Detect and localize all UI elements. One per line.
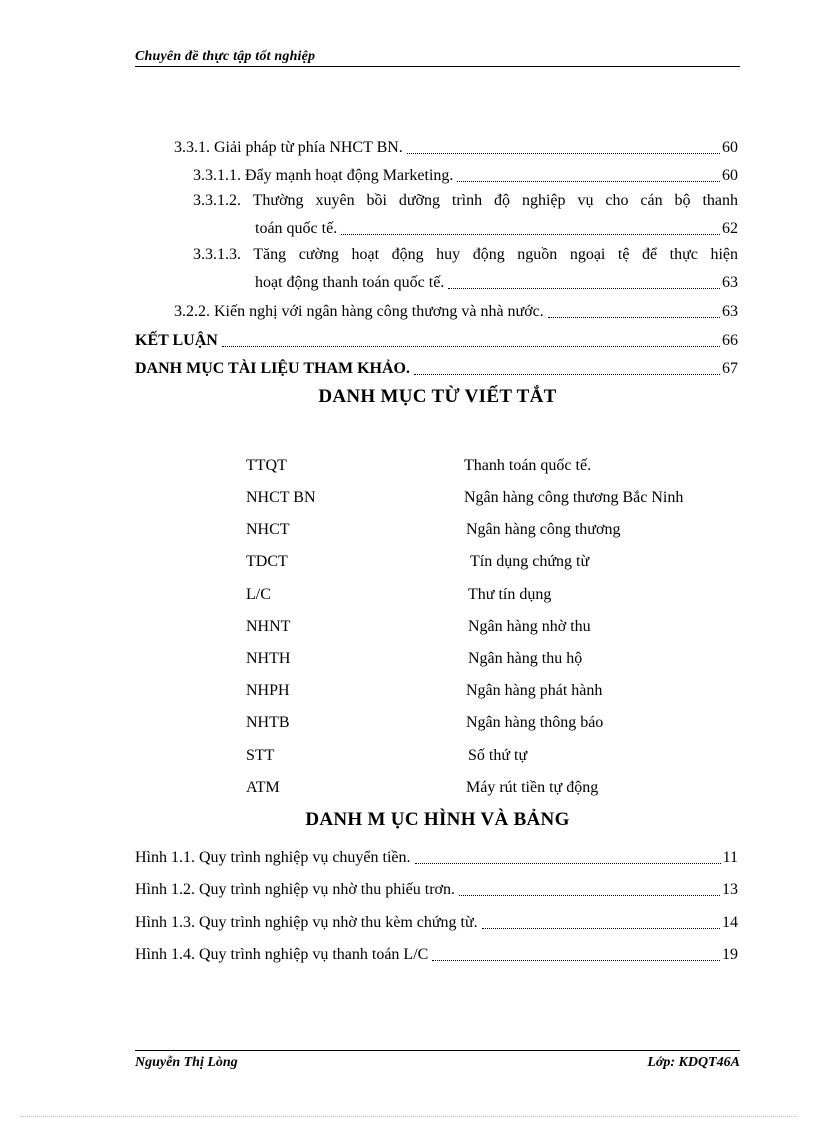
toc-entry-text: hoạt động thanh toán quốc tế. — [255, 274, 445, 291]
toc-page-number: 60 — [722, 167, 738, 184]
toc-entry — [193, 166, 738, 186]
footer-rule — [135, 1050, 740, 1051]
toc-entry-text: DANH MỤC TÀI LIỆU THAM KHẢO. — [135, 360, 410, 377]
abbr-term: TTQT — [246, 457, 287, 474]
figure-entry — [135, 880, 738, 900]
toc-page-number: 60 — [722, 139, 738, 156]
abbr-meaning: Ngân hàng nhờ thu — [468, 618, 591, 635]
abbr-term: ATM — [246, 779, 280, 796]
toc-entry — [135, 359, 738, 379]
toc-entry — [255, 219, 738, 239]
abbr-term: NHTB — [246, 714, 290, 731]
toc-page-number: 63 — [722, 274, 738, 291]
toc-leader — [414, 374, 720, 375]
page-bottom-border — [20, 1116, 796, 1117]
abbr-term: NHPH — [246, 682, 290, 699]
abbr-meaning: Thanh toán quốc tế. — [464, 457, 592, 474]
toc-entry — [255, 273, 738, 293]
toc-page-number: 62 — [722, 220, 738, 237]
figure-page-number: 19 — [722, 946, 738, 963]
toc-leader — [341, 234, 720, 235]
toc-leader — [459, 895, 720, 896]
abbr-term: STT — [246, 747, 275, 764]
abbr-meaning: Ngân hàng thông báo — [466, 714, 604, 731]
toc-entry — [174, 302, 738, 322]
figure-page-number: 14 — [722, 914, 738, 931]
abbr-term: NHCT — [246, 521, 290, 538]
toc-leader — [432, 960, 720, 961]
figure-page-number: 11 — [722, 849, 738, 866]
toc-entry-text: 3.3.1. Giải pháp từ phía NHCT BN. — [174, 139, 403, 156]
figure-entry-text: Hình 1.4. Quy trình nghiệp vụ thanh toán L/C — [135, 946, 429, 963]
abbr-term: NHTH — [246, 650, 291, 667]
toc-entry — [135, 331, 738, 351]
figure-page-number: 13 — [722, 881, 738, 898]
figure-entry-text: Hình 1.3. Quy trình nghiệp vụ nhờ thu kèm chứng từ. — [135, 914, 478, 931]
page-header — [135, 48, 740, 67]
toc-entry-text: 3.3.1.1. Đẩy mạnh hoạt động Marketing. — [193, 167, 454, 184]
abbr-meaning: Ngân hàng công thương — [466, 521, 621, 538]
toc-leader — [448, 288, 720, 289]
abbr-term: TDCT — [246, 553, 288, 570]
abbr-term: NHCT BN — [246, 489, 316, 506]
toc-leader — [482, 928, 720, 929]
abbr-meaning: Tín dụng chứng từ — [470, 553, 590, 570]
figure-entry-text: Hình 1.1. Quy trình nghiệp vụ chuyển tiền. — [135, 849, 411, 866]
figure-entry — [135, 848, 738, 868]
toc-leader — [415, 863, 721, 864]
toc-entry — [174, 138, 738, 158]
figure-entry-text: Hình 1.2. Quy trình nghiệp vụ nhờ thu phiếu trơn. — [135, 881, 456, 898]
toc-leader — [548, 317, 720, 318]
abbr-meaning: Máy rút tiền tự động — [466, 779, 599, 796]
footer-class: Lớp: KDQT46A — [647, 1055, 740, 1070]
abbr-meaning: Ngân hàng công thương Bắc Ninh — [464, 489, 684, 506]
toc-leader — [457, 181, 720, 182]
toc-leader — [407, 153, 720, 154]
figure-entry — [135, 913, 738, 933]
figure-entry — [135, 945, 738, 965]
header-title: Chuyên đề thực tập tốt nghiệp — [135, 49, 316, 64]
toc-leader — [222, 346, 720, 347]
abbr-meaning: Số thứ tự — [468, 747, 528, 764]
figures-heading: DANH M ỤC HÌNH VÀ BẢNG — [305, 809, 570, 830]
toc-entry-text-line1: 3.3.1.3. Tăng cường hoạt động huy động nguồn ngoại tệ để thực hiện — [193, 246, 738, 263]
abbr-meaning: Ngân hàng thu hộ — [468, 650, 583, 667]
toc-entry-text-line1: 3.3.1.2. Thường xuyên bồi dưỡng trình độ nghiệp vụ cho cán bộ thanh — [193, 192, 738, 209]
abbreviations-heading: DANH MỤC TỪ VIẾT TẮT — [318, 386, 557, 407]
toc-entry-text: 3.2.2. Kiến nghị với ngân hàng công thương và nhà nước. — [174, 303, 544, 320]
toc-entry-text: toán quốc tế. — [255, 220, 338, 237]
abbr-term: L/C — [246, 586, 271, 603]
toc-page-number: 63 — [722, 303, 738, 320]
footer-author: Nguyễn Thị Lòng — [135, 1055, 238, 1070]
toc-entry-text: KẾT LUẬN — [135, 332, 218, 349]
toc-page-number: 66 — [722, 332, 738, 349]
toc-page-number: 67 — [722, 360, 738, 377]
abbr-meaning: Ngân hàng phát hành — [466, 682, 603, 699]
abbr-meaning: Thư tín dụng — [468, 586, 552, 603]
abbr-term: NHNT — [246, 618, 291, 635]
